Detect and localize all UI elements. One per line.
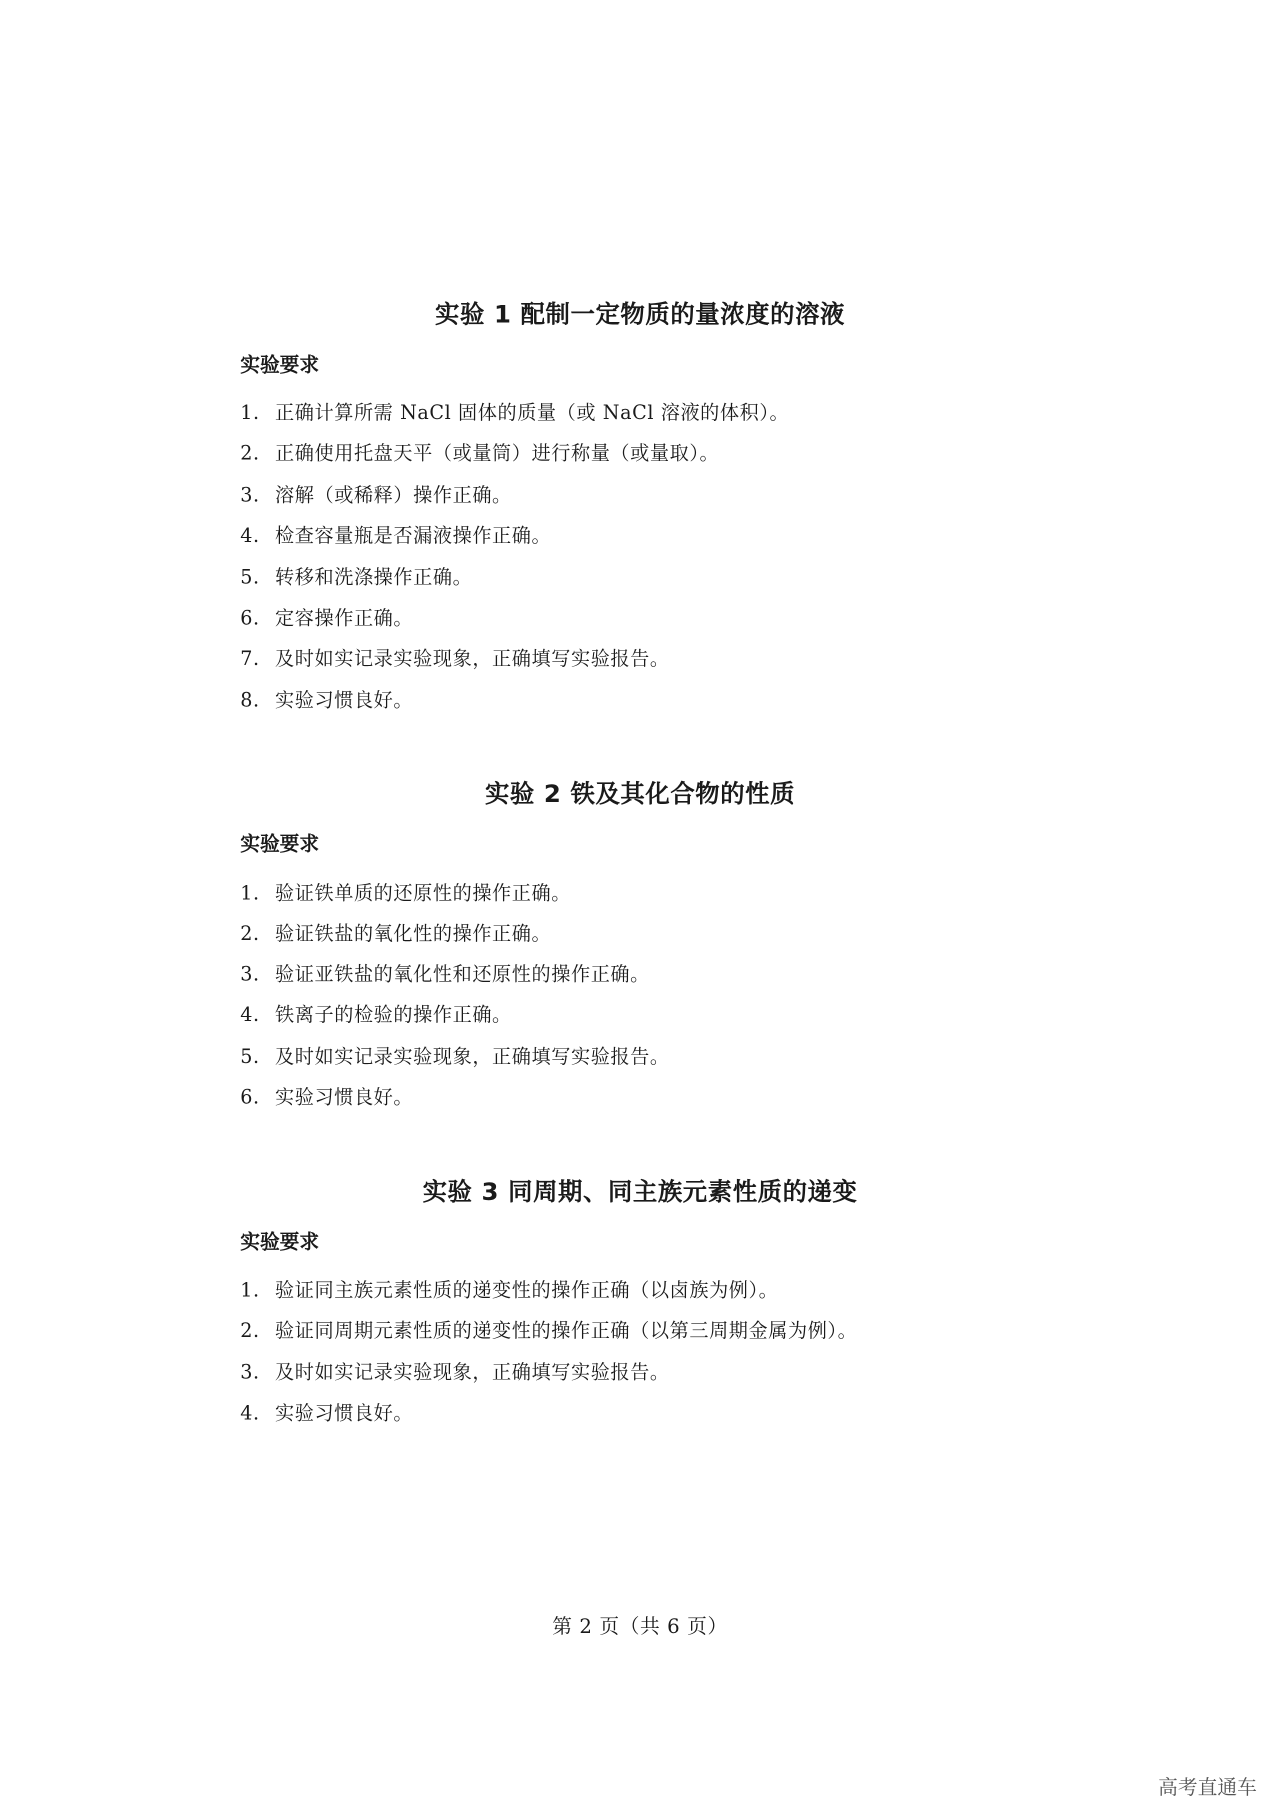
- list-item: 5. 及时如实记录实验现象，正确填写实验报告。: [240, 1045, 670, 1068]
- list-item: 1. 验证铁单质的还原性的操作正确。: [240, 881, 571, 905]
- requirements-heading: 实验要求: [240, 353, 320, 378]
- list-item: 2. 验证铁盐的氧化性的操作正确。: [240, 922, 552, 945]
- list-item: 1. 验证同主族元素性质的递变性的操作正确（以卤族为例）。: [240, 1278, 779, 1301]
- list-item: 8. 实验习惯良好。: [240, 689, 414, 712]
- watermark: 高考直通车: [1158, 1776, 1257, 1800]
- list-item: 4. 铁离子的检验的操作正确。: [240, 1003, 512, 1026]
- list-item: 1. 正确计算所需 NaCl 固体的质量（或 NaCl 溶液的体积）。: [240, 401, 790, 424]
- list-item: 3. 及时如实记录实验现象，正确填写实验报告。: [240, 1361, 670, 1384]
- list-item: 5. 转移和洗涤操作正确。: [240, 566, 473, 589]
- requirements-heading: 实验要求: [240, 1231, 320, 1255]
- list-item: 4. 检查容量瓶是否漏液操作正确。: [240, 524, 552, 547]
- section-title: 实验 1 配制一定物质的量浓度的溶液: [435, 300, 845, 329]
- list-item: 7. 及时如实记录实验现象，正确填写实验报告。: [240, 647, 670, 670]
- list-item: 3. 验证亚铁盐的氧化性和还原性的操作正确。: [240, 963, 650, 986]
- list-item: 2. 正确使用托盘天平（或量筒）进行称量（或量取）。: [240, 442, 720, 465]
- section-title: 实验 3 同周期、同主族元素性质的递变: [422, 1177, 858, 1206]
- list-item: 3. 溶解（或稀释）操作正确。: [240, 483, 512, 506]
- list-item: 4. 实验习惯良好。: [240, 1401, 414, 1424]
- list-item: 2. 验证同周期元素性质的递变性的操作正确（以第三周期金属为例）。: [240, 1319, 858, 1342]
- requirements-heading: 实验要求: [240, 833, 320, 857]
- section-title: 实验 2 铁及其化合物的性质: [484, 779, 796, 808]
- list-item: 6. 实验习惯良好。: [240, 1086, 414, 1109]
- list-item: 6. 定容操作正确。: [240, 606, 414, 629]
- page-number: 第 2 页（共 6 页）: [552, 1615, 728, 1639]
